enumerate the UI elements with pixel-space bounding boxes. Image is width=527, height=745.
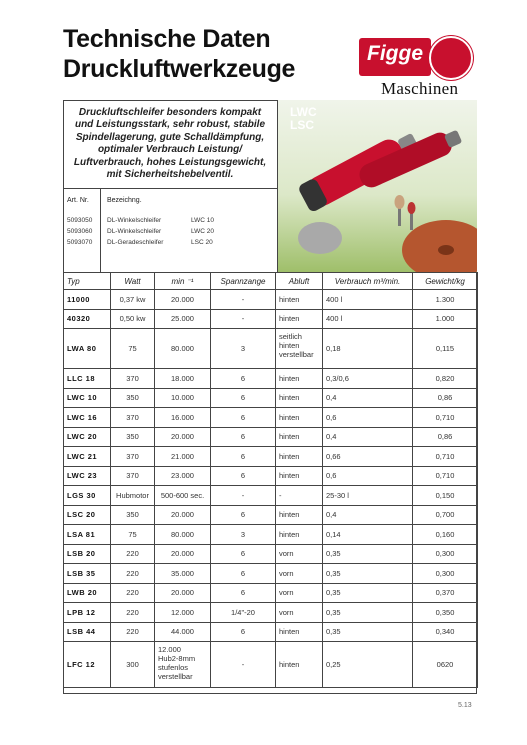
cell-gewicht: 0,300 [413,564,478,584]
table-row [64,369,478,389]
cell-spannzange: 6 [211,369,276,389]
logo-subtitle: Maschinen [381,79,459,98]
spec-table [63,272,478,688]
cell-verbrauch: 0,66 [323,447,413,467]
article-nr: 5093050 [67,217,93,224]
cell-min: 23.000 [155,466,211,486]
cell-spannzange: 6 [211,466,276,486]
cell-verbrauch: 0,35 [323,564,413,584]
cell-min: 80.000 [155,525,211,545]
cell-verbrauch: 0,35 [323,603,413,623]
logo-circle-icon [429,36,473,80]
cell-verbrauch: 0,18 [323,329,413,369]
table-row [64,388,478,408]
header-gewicht: Gewicht/kg [413,273,478,290]
cell-spannzange: - [211,290,276,310]
cell-gewicht: 0,820 [413,369,478,389]
cell-watt: 370 [111,466,155,486]
spec-table-body [64,290,478,688]
cell-typ: LLC 18 [64,369,111,389]
cell-abluft: hinten [276,447,323,467]
cell-typ: 40320 [64,309,111,329]
cell-spannzange: 6 [211,544,276,564]
cell-verbrauch: 0,14 [323,525,413,545]
table-row [64,544,478,564]
cell-verbrauch: 0,3/0,6 [323,369,413,389]
cell-verbrauch: 0,4 [323,505,413,525]
cell-abluft: vorn [276,564,323,584]
cell-verbrauch: 0,4 [323,427,413,447]
cell-typ: LSA 81 [64,525,111,545]
cell-gewicht: 0,710 [413,408,478,428]
article-name: DL-Winkelschleifer [107,228,162,235]
page-title-line1: Technische Daten [63,25,271,53]
cell-gewicht: 0,700 [413,505,478,525]
cell-typ: LSC 20 [64,505,111,525]
cell-gewicht: 0,340 [413,622,478,642]
cell-typ: LWB 20 [64,583,111,603]
cell-typ: LGS 30 [64,486,111,506]
cell-abluft: hinten [276,388,323,408]
cell-watt: 350 [111,505,155,525]
page-title-line2: Druckluftwerkzeuge [63,55,296,83]
table-row [64,525,478,545]
cell-spannzange: - [211,642,276,688]
cell-verbrauch: 0,35 [323,583,413,603]
table-row [64,329,478,369]
cell-min: 21.000 [155,447,211,467]
cell-verbrauch: 25-30 l [323,486,413,506]
cell-watt: 0,50 kw [111,309,155,329]
cell-typ: 11000 [64,290,111,310]
cell-typ: LPB 12 [64,603,111,623]
cell-min: 20.000 [155,583,211,603]
cell-gewicht: 0,710 [413,466,478,486]
cell-watt: 220 [111,603,155,623]
table-row [64,583,478,603]
article-row [63,237,277,248]
sanding-disc-shape [402,220,477,272]
cell-typ: LSB 44 [64,622,111,642]
cell-watt: 220 [111,564,155,584]
article-model: LWC 20 [191,228,214,235]
page-title [63,24,295,84]
cell-verbrauch: 0,35 [323,622,413,642]
cell-abluft: hinten [276,290,323,310]
cell-watt: 0,37 kw [111,290,155,310]
header-min: min ⁻¹ [155,273,211,290]
cell-spannzange: 3 [211,525,276,545]
cell-spannzange: 6 [211,505,276,525]
cell-spannzange: 3 [211,329,276,369]
cell-min: 20.000 [155,505,211,525]
table-row [64,622,478,642]
cell-gewicht: 0,86 [413,427,478,447]
cell-abluft: seitlich hinten verstellbar [276,329,323,369]
cell-gewicht: 0,370 [413,583,478,603]
cell-gewicht: 0,150 [413,486,478,506]
article-row [63,215,277,226]
table-row [64,564,478,584]
product-photo [277,100,477,272]
article-model: LWC 10 [191,217,214,224]
cell-verbrauch: 400 l [323,309,413,329]
cell-min: 12.000 [155,603,211,623]
cell-abluft: hinten [276,525,323,545]
cell-gewicht: 1.000 [413,309,478,329]
header-spannzange: Spannzange [211,273,276,290]
cell-min: 500-600 sec. [155,486,211,506]
cell-watt: 220 [111,622,155,642]
article-name-header: Bezeichng. [107,197,142,204]
logo-brand-text: Figge [367,42,423,65]
intro-text: Druckluftschleifer besonders kompakt und Leistungsstark, sehr robust, stabile Spindellagerung, gute Schalldämpfung, optimaler Verbrauch Leistung/ Luftverbrauch, hohes Leistungsgewicht, mit Sicherheitshebelventil. [73,106,267,180]
cell-typ: LWC 10 [64,388,111,408]
cell-watt: 220 [111,544,155,564]
article-name: DL-Winkelschleifer [107,217,162,224]
cell-watt: Hubmotor [111,486,155,506]
article-number-box [63,188,277,272]
cell-spannzange: 6 [211,583,276,603]
cell-gewicht: 1.300 [413,290,478,310]
cell-spannzange: - [211,486,276,506]
article-nr: 5093070 [67,239,93,246]
cell-typ: LFC 12 [64,642,111,688]
cell-spannzange: 1/4"-20 [211,603,276,623]
cell-min: 16.000 [155,408,211,428]
cell-spannzange: 6 [211,427,276,447]
cell-gewicht: 0,160 [413,525,478,545]
cell-abluft: hinten [276,408,323,428]
cell-watt: 350 [111,427,155,447]
header-watt: Watt [111,273,155,290]
table-row [64,642,478,688]
page-number: 5.13 [458,702,472,709]
cell-spannzange: - [211,309,276,329]
cell-min: 20.000 [155,544,211,564]
cell-spannzange: 6 [211,408,276,428]
table-row [64,486,478,506]
table-row [64,309,478,329]
cell-verbrauch: 400 l [323,290,413,310]
cell-watt: 370 [111,447,155,467]
table-row [64,427,478,447]
table-row [64,290,478,310]
cell-min: 44.000 [155,622,211,642]
cell-verbrauch: 0,6 [323,408,413,428]
cell-abluft: hinten [276,466,323,486]
cell-spannzange: 6 [211,388,276,408]
cell-watt: 220 [111,583,155,603]
table-row [64,505,478,525]
cell-typ: LWA 80 [64,329,111,369]
photo-label-lwc: LWC [290,105,317,119]
cell-spannzange: 6 [211,622,276,642]
cell-gewicht: 0,350 [413,603,478,623]
cell-gewicht: 0,115 [413,329,478,369]
header-verbrauch: Verbrauch m³/min. [323,273,413,290]
header-abluft: Abluft [276,273,323,290]
cell-watt: 75 [111,525,155,545]
cell-verbrauch: 0,25 [323,642,413,688]
header-typ: Typ [64,273,111,290]
cell-typ: LWC 23 [64,466,111,486]
cell-typ: LWC 21 [64,447,111,467]
article-name: DL-Geradeschleifer [107,239,164,246]
cell-gewicht: 0620 [413,642,478,688]
cell-spannzange: 6 [211,564,276,584]
cell-watt: 370 [111,369,155,389]
cell-gewicht: 0,86 [413,388,478,408]
cell-min: 20.000 [155,290,211,310]
cell-abluft: hinten [276,369,323,389]
cell-watt: 370 [111,408,155,428]
cell-abluft: hinten [276,622,323,642]
cell-min: 10.000 [155,388,211,408]
cell-watt: 300 [111,642,155,688]
cell-verbrauch: 0,35 [323,544,413,564]
cell-abluft: vorn [276,583,323,603]
mounted-points-shape [395,195,416,230]
cell-abluft: hinten [276,427,323,447]
cell-gewicht: 0,710 [413,447,478,467]
cell-gewicht: 0,300 [413,544,478,564]
article-list [63,215,277,248]
cell-verbrauch: 0,6 [323,466,413,486]
photo-label-lsc: LSC [290,118,314,132]
cell-min: 35.000 [155,564,211,584]
photo-model-label [290,106,317,132]
cell-watt: 350 [111,388,155,408]
cell-min: 25.000 [155,309,211,329]
cell-typ: LSB 35 [64,564,111,584]
cell-verbrauch: 0,4 [323,388,413,408]
cell-min: 20.000 [155,427,211,447]
cell-typ: LWC 16 [64,408,111,428]
cell-spannzange: 6 [211,447,276,467]
cell-min: 12.000 Hub2-8mm stufenlos verstellbar [155,642,211,688]
cell-abluft: vorn [276,544,323,564]
cell-min: 80.000 [155,329,211,369]
brand-logo [357,36,477,98]
cell-abluft: - [276,486,323,506]
table-row [64,408,478,428]
cell-watt: 75 [111,329,155,369]
cell-abluft: hinten [276,505,323,525]
grinding-wheel-shape [298,222,342,254]
article-nr-header: Art. Nr. [67,197,89,204]
table-row [64,466,478,486]
table-row [64,603,478,623]
article-nr: 5093060 [67,228,93,235]
article-model: LSC 20 [191,239,213,246]
cell-typ: LWC 20 [64,427,111,447]
cell-abluft: hinten [276,309,323,329]
cell-abluft: vorn [276,603,323,623]
article-row [63,226,277,237]
table-row [64,447,478,467]
cell-abluft: hinten [276,642,323,688]
spec-table-header-row [64,273,478,290]
cell-typ: LSB 20 [64,544,111,564]
cell-min: 18.000 [155,369,211,389]
